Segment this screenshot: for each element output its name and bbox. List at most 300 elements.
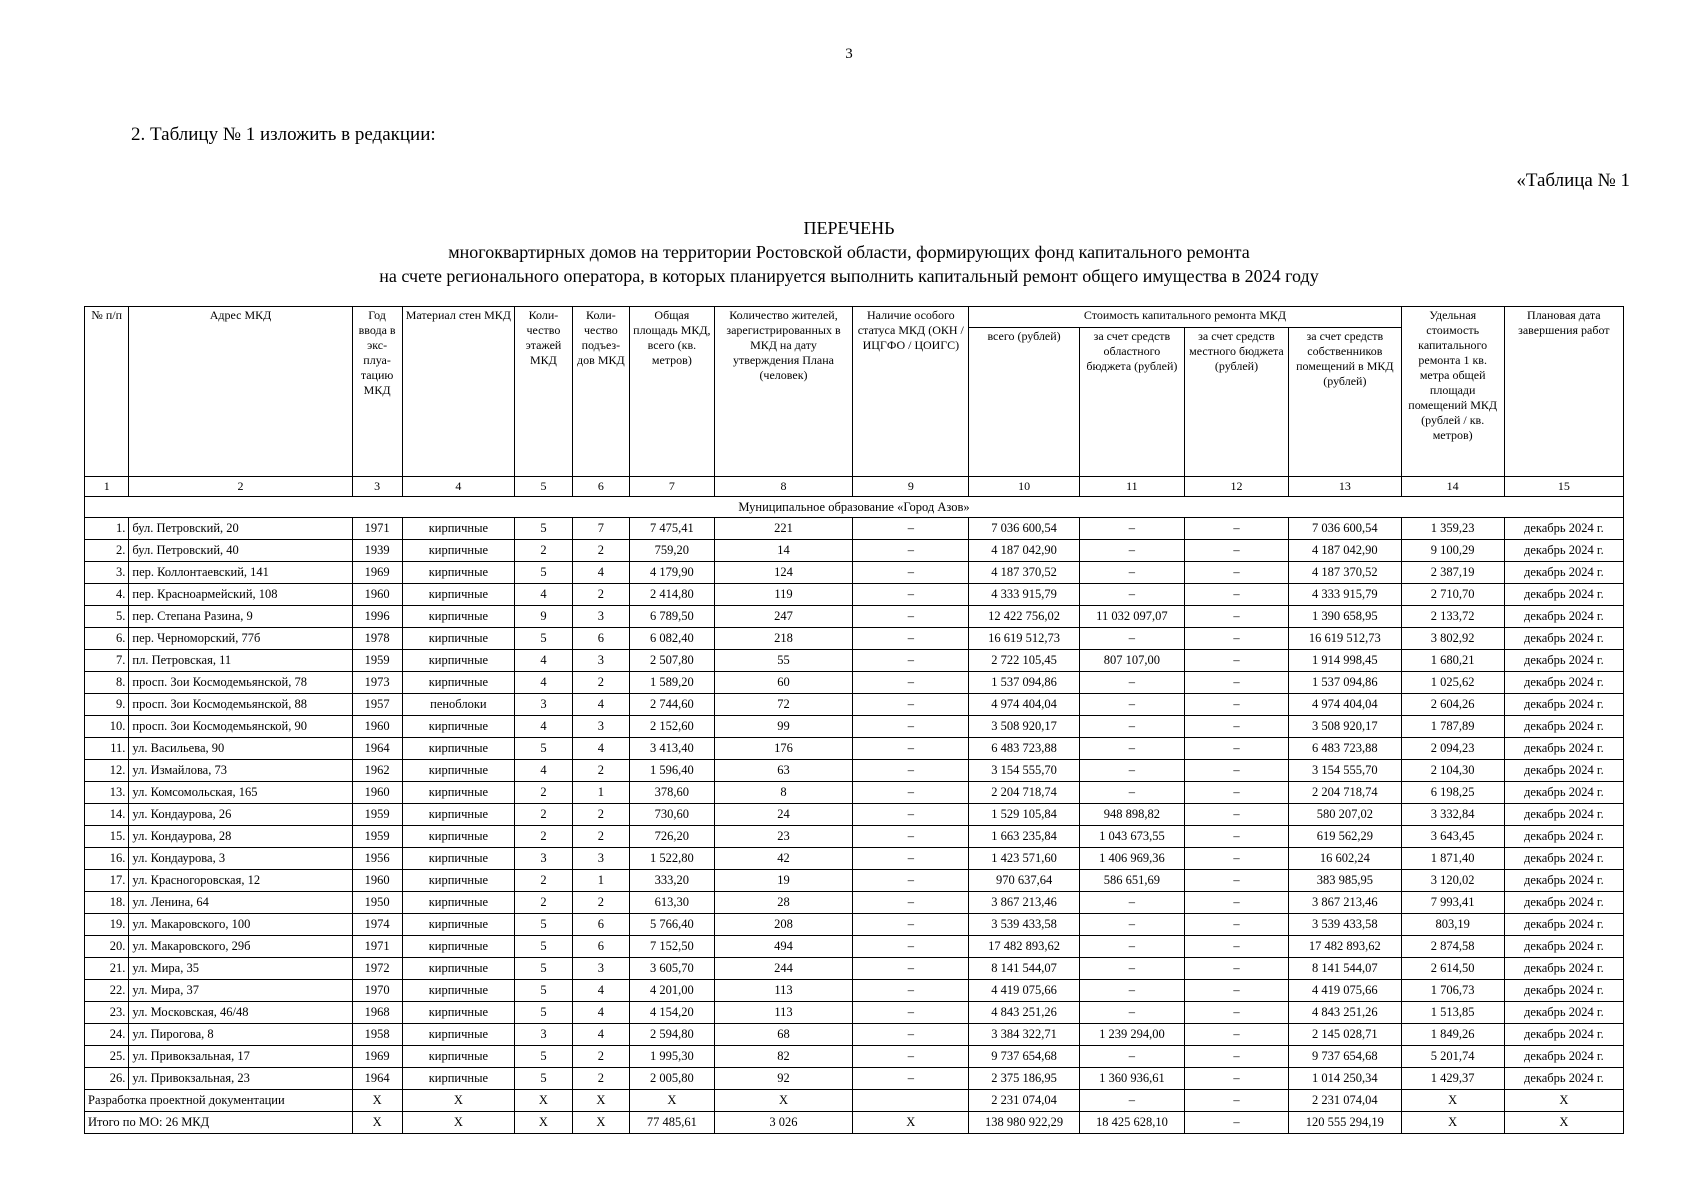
cell-row-number: 9. [85,694,129,716]
column-number: 11 [1079,477,1184,497]
cell-residents: 42 [714,848,853,870]
cell-special-status: – [853,848,969,870]
cell-completion-date: декабрь 2024 г. [1504,606,1623,628]
cell-residents: 113 [714,980,853,1002]
cell-special-status: – [853,606,969,628]
table-row [85,716,1624,738]
cell-completion-date: декабрь 2024 г. [1504,936,1623,958]
column-number: 1 [85,477,129,497]
cell-cost-owners: 3 154 555,70 [1288,760,1401,782]
cell-year: 1978 [352,628,402,650]
cell-address: пл. Петровская, 11 [129,650,352,672]
cell-unit-cost: 2 874,58 [1401,936,1504,958]
table-title [0,216,1698,288]
cell-address: ул. Кондаурова, 26 [129,804,352,826]
cell-address: ул. Привокзальная, 17 [129,1046,352,1068]
cell-cost-regional: – [1079,738,1184,760]
cell-completion-date: Х [1504,1112,1623,1134]
cell-unit-cost: 2 604,26 [1401,694,1504,716]
table-row [85,914,1624,936]
cell-cost-local: – [1184,540,1288,562]
cell-cost-total: 3 154 555,70 [969,760,1080,782]
cell-entrances: 2 [572,1046,629,1068]
cell-floors: 5 [515,738,572,760]
column-number: 8 [714,477,853,497]
cell-address: ул. Васильева, 90 [129,738,352,760]
cell-row-number: 12. [85,760,129,782]
cell-cost-owners: 6 483 723,88 [1288,738,1401,760]
cell-entrances: 4 [572,1002,629,1024]
cell-unit-cost: 3 802,92 [1401,628,1504,650]
cell-cost-owners: 619 562,29 [1288,826,1401,848]
cell-area: 1 522,80 [630,848,715,870]
cell-row-number: 7. [85,650,129,672]
cell-address: ул. Московская, 46/48 [129,1002,352,1024]
cell-completion-date: декабрь 2024 г. [1504,782,1623,804]
cell-completion-date: декабрь 2024 г. [1504,1024,1623,1046]
cell-year: 1968 [352,1002,402,1024]
cell-cost-regional: – [1079,694,1184,716]
cell-cost-total: 2 375 186,95 [969,1068,1080,1090]
cell-cost-total: 9 737 654,68 [969,1046,1080,1068]
municipality-row [85,497,1624,518]
cell-unit-cost: 3 120,02 [1401,870,1504,892]
cell-floors: 3 [515,1024,572,1046]
cell-area: 2 414,80 [630,584,715,606]
cell-area: 2 152,60 [630,716,715,738]
title-line-1: ПЕРЕЧЕНЬ [803,218,895,238]
title-line-3: на счете регионального оператора, в которых планируется выполнить капитальный ремонт общего имущества в 2024 году [379,266,1319,286]
cell-cost-total: 1 529 105,84 [969,804,1080,826]
page-number: 3 [845,46,853,62]
cell-area: 7 152,50 [630,936,715,958]
cell-completion-date: декабрь 2024 г. [1504,958,1623,980]
cell-row-number: 17. [85,870,129,892]
table-row [85,760,1624,782]
cell-entrances: 1 [572,870,629,892]
cell-floors: 5 [515,1068,572,1090]
cell-completion-date: декабрь 2024 г. [1504,870,1623,892]
cell-cost-regional: – [1079,562,1184,584]
cell-cost-owners: 4 974 404,04 [1288,694,1401,716]
cell-residents: 208 [714,914,853,936]
table-row [85,518,1624,540]
cell-floors: 4 [515,716,572,738]
cell-cost-local: – [1184,870,1288,892]
cell-unit-cost: 2 104,30 [1401,760,1504,782]
cell-cost-regional: – [1079,584,1184,606]
cell-cost-owners: 3 539 433,58 [1288,914,1401,936]
cell-special-status: – [853,650,969,672]
cell-address: бул. Петровский, 20 [129,518,352,540]
cell-year: 1969 [352,1046,402,1068]
cell-area: 5 766,40 [630,914,715,936]
cell-cost-total: 12 422 756,02 [969,606,1080,628]
cell-residents: 68 [714,1024,853,1046]
cell-cost-total: 3 867 213,46 [969,892,1080,914]
cell-cost-total: 4 843 251,26 [969,1002,1080,1024]
cell-residents: 494 [714,936,853,958]
cell-residents: 72 [714,694,853,716]
cell-entrances: 6 [572,628,629,650]
cell-address: ул. Ленина, 64 [129,892,352,914]
cell-row-number: 24. [85,1024,129,1046]
cell-residents: 99 [714,716,853,738]
cell-special-status [853,1090,969,1112]
cell-address: ул. Макаровского, 100 [129,914,352,936]
cell-special-status: – [853,826,969,848]
cell-special-status: – [853,958,969,980]
cell-row-number: 8. [85,672,129,694]
cell-cost-local: – [1184,1112,1288,1134]
cell-row-number: 26. [85,1068,129,1090]
column-number: 3 [352,477,402,497]
column-number: 2 [129,477,352,497]
cell-wall-material: Х [402,1090,515,1112]
cell-cost-regional: 11 032 097,07 [1079,606,1184,628]
cell-special-status: – [853,562,969,584]
cell-year: 1973 [352,672,402,694]
cell-entrances: 4 [572,562,629,584]
column-number: 9 [853,477,969,497]
municipality-title: Муниципальное образование «Город Азов» [85,497,1624,518]
cell-cost-regional: 18 425 628,10 [1079,1112,1184,1134]
cell-wall-material: кирпичные [402,584,515,606]
cell-floors: 5 [515,936,572,958]
cell-floors: 5 [515,914,572,936]
cell-wall-material: кирпичные [402,958,515,980]
cell-completion-date: декабрь 2024 г. [1504,804,1623,826]
table-row [85,892,1624,914]
cell-cost-total: 1 423 571,60 [969,848,1080,870]
cell-wall-material: кирпичные [402,562,515,584]
cell-cost-local: – [1184,1090,1288,1112]
table-row [85,738,1624,760]
cell-cost-local: – [1184,518,1288,540]
table-row [85,628,1624,650]
table-row [85,804,1624,826]
cell-area: Х [630,1090,715,1112]
cell-area: 4 179,90 [630,562,715,584]
cell-address: ул. Привокзальная, 23 [129,1068,352,1090]
cell-unit-cost: 1 849,26 [1401,1024,1504,1046]
cell-year: 1959 [352,650,402,672]
cell-floors: 2 [515,804,572,826]
cell-wall-material: кирпичные [402,1046,515,1068]
cell-wall-material: кирпичные [402,650,515,672]
header-unit-cost: Удельная стоимость капитального ремонта 1 кв. метра общей площади помещений МКД (рублей / кв. метров) [1401,307,1504,477]
cell-wall-material: кирпичные [402,870,515,892]
cell-cost-regional: – [1079,914,1184,936]
cell-entrances: 2 [572,540,629,562]
cell-cost-regional: – [1079,1002,1184,1024]
cell-completion-date: декабрь 2024 г. [1504,540,1623,562]
cell-year: 1950 [352,892,402,914]
cell-unit-cost: 7 993,41 [1401,892,1504,914]
cell-area: 1 596,40 [630,760,715,782]
cell-year: 1960 [352,782,402,804]
cell-completion-date: декабрь 2024 г. [1504,914,1623,936]
table-row [85,1068,1624,1090]
cell-special-status: – [853,760,969,782]
table-row [85,958,1624,980]
cell-cost-owners: 383 985,95 [1288,870,1401,892]
cell-cost-total: 17 482 893,62 [969,936,1080,958]
column-number: 5 [515,477,572,497]
column-number: 7 [630,477,715,497]
cell-entrances: 2 [572,672,629,694]
table-row [85,782,1624,804]
cell-residents: 113 [714,1002,853,1024]
table-row [85,980,1624,1002]
cell-cost-local: – [1184,628,1288,650]
total-row-label: Итого по МО: 26 МКД [85,1112,353,1134]
cell-entrances: 2 [572,826,629,848]
cell-year: 1959 [352,826,402,848]
cell-row-number: 2. [85,540,129,562]
cell-entrances: 7 [572,518,629,540]
header-floors: Коли- чество этажей МКД [515,307,572,477]
cell-special-status: – [853,1068,969,1090]
cell-residents: 55 [714,650,853,672]
cell-floors: 5 [515,1002,572,1024]
cell-area: 726,20 [630,826,715,848]
cell-floors: 4 [515,584,572,606]
header-cost-local: за счет средств местного бюджета (рублей) [1184,328,1288,477]
cell-cost-total: 6 483 723,88 [969,738,1080,760]
cell-completion-date: декабрь 2024 г. [1504,1046,1623,1068]
cell-year: Х [352,1112,402,1134]
cell-floors: 5 [515,628,572,650]
cell-wall-material: пеноблоки [402,694,515,716]
cell-entrances: 4 [572,694,629,716]
cell-floors: 3 [515,848,572,870]
cell-completion-date: декабрь 2024 г. [1504,562,1623,584]
cell-completion-date: декабрь 2024 г. [1504,518,1623,540]
cell-cost-regional: 948 898,82 [1079,804,1184,826]
cell-year: 1971 [352,518,402,540]
table-row [85,562,1624,584]
cell-residents: 124 [714,562,853,584]
cell-wall-material: кирпичные [402,848,515,870]
cell-cost-total: 2 204 718,74 [969,782,1080,804]
cell-area: 2 744,60 [630,694,715,716]
cell-cost-total: 8 141 544,07 [969,958,1080,980]
cell-address: просп. Зои Космодемьянской, 78 [129,672,352,694]
table-row [85,584,1624,606]
cell-cost-owners: 1 537 094,86 [1288,672,1401,694]
cell-completion-date: декабрь 2024 г. [1504,826,1623,848]
cell-floors: 2 [515,782,572,804]
cell-cost-owners: 4 187 042,90 [1288,540,1401,562]
cell-wall-material: кирпичные [402,628,515,650]
cell-year: 1939 [352,540,402,562]
cell-entrances: 6 [572,936,629,958]
cell-row-number: 13. [85,782,129,804]
cell-residents: 218 [714,628,853,650]
cell-cost-owners: 1 390 658,95 [1288,606,1401,628]
cell-cost-owners: 120 555 294,19 [1288,1112,1401,1134]
cell-special-status: – [853,628,969,650]
cell-entrances: 4 [572,1024,629,1046]
cell-row-number: 21. [85,958,129,980]
cell-address: ул. Измайлова, 73 [129,760,352,782]
cell-area: 7 475,41 [630,518,715,540]
header-cost-group: Стоимость капитального ремонта МКД [969,307,1401,328]
cell-wall-material: кирпичные [402,518,515,540]
cell-row-number: 22. [85,980,129,1002]
cell-unit-cost: Х [1401,1112,1504,1134]
cell-residents: 19 [714,870,853,892]
cell-year: 1996 [352,606,402,628]
cell-address: ул. Мира, 35 [129,958,352,980]
cell-special-status: – [853,672,969,694]
cell-row-number: 4. [85,584,129,606]
cell-residents: 244 [714,958,853,980]
cell-cost-local: – [1184,584,1288,606]
cell-residents: Х [714,1090,853,1112]
cell-entrances: 4 [572,738,629,760]
column-number: 14 [1401,477,1504,497]
cell-special-status: Х [853,1112,969,1134]
cell-entrances: 3 [572,716,629,738]
cell-wall-material: Х [402,1112,515,1134]
table-row [85,848,1624,870]
column-number: 13 [1288,477,1401,497]
table-row [85,936,1624,958]
cell-completion-date: декабрь 2024 г. [1504,1068,1623,1090]
cell-cost-regional: – [1079,672,1184,694]
cell-residents: 28 [714,892,853,914]
cell-special-status: – [853,980,969,1002]
cell-wall-material: кирпичные [402,892,515,914]
table-row [85,1046,1624,1068]
cell-cost-regional: 807 107,00 [1079,650,1184,672]
cell-area: 613,30 [630,892,715,914]
cell-year: 1962 [352,760,402,782]
cell-floors: 2 [515,540,572,562]
cell-unit-cost: 2 614,50 [1401,958,1504,980]
cell-row-number: 23. [85,1002,129,1024]
intro-text: 2. Таблицу № 1 изложить в редакции: [131,124,436,145]
cell-cost-owners: 4 843 251,26 [1288,1002,1401,1024]
cell-cost-regional: 1 360 936,61 [1079,1068,1184,1090]
cell-address: просп. Зои Космодемьянской, 88 [129,694,352,716]
cell-area: 4 154,20 [630,1002,715,1024]
cell-cost-local: – [1184,1046,1288,1068]
cell-cost-total: 7 036 600,54 [969,518,1080,540]
cell-unit-cost: 1 871,40 [1401,848,1504,870]
cell-wall-material: кирпичные [402,1068,515,1090]
cell-completion-date: декабрь 2024 г. [1504,650,1623,672]
cell-wall-material: кирпичные [402,980,515,1002]
cell-entrances: 3 [572,848,629,870]
cell-row-number: 18. [85,892,129,914]
header-cost-total: всего (рублей) [969,328,1080,477]
cell-cost-regional: – [1079,936,1184,958]
cell-address: пер. Красноармейский, 108 [129,584,352,606]
cell-special-status: – [853,584,969,606]
cell-area: 730,60 [630,804,715,826]
cell-area: 759,20 [630,540,715,562]
design-docs-row-label: Разработка проектной документации [85,1090,353,1112]
cell-cost-regional: – [1079,782,1184,804]
cell-residents: 176 [714,738,853,760]
cell-special-status: – [853,892,969,914]
cell-wall-material: кирпичные [402,672,515,694]
cell-row-number: 1. [85,518,129,540]
cell-cost-local: – [1184,1068,1288,1090]
cell-floors: 2 [515,870,572,892]
column-number: 10 [969,477,1080,497]
cell-special-status: – [853,804,969,826]
cell-entrances: 6 [572,914,629,936]
cell-unit-cost: 1 429,37 [1401,1068,1504,1090]
cell-wall-material: кирпичные [402,914,515,936]
cell-cost-total: 4 187 370,52 [969,562,1080,584]
cell-residents: 247 [714,606,853,628]
cell-row-number: 11. [85,738,129,760]
table-row [85,606,1624,628]
cell-address: ул. Мира, 37 [129,980,352,1002]
cell-address: пер. Степана Разина, 9 [129,606,352,628]
cell-residents: 23 [714,826,853,848]
cell-cost-owners: 4 187 370,52 [1288,562,1401,584]
cell-cost-regional: 586 651,69 [1079,870,1184,892]
cell-unit-cost: 2 387,19 [1401,562,1504,584]
cell-unit-cost: 803,19 [1401,914,1504,936]
cell-year: 1960 [352,870,402,892]
cell-area: 6 082,40 [630,628,715,650]
cell-row-number: 10. [85,716,129,738]
cell-year: 1974 [352,914,402,936]
cell-unit-cost: 2 094,23 [1401,738,1504,760]
cell-cost-owners: 2 204 718,74 [1288,782,1401,804]
cell-unit-cost: 2 133,72 [1401,606,1504,628]
cell-floors: 5 [515,1046,572,1068]
table-row [85,694,1624,716]
cell-address: ул. Кондаурова, 28 [129,826,352,848]
cell-row-number: 3. [85,562,129,584]
header-special-status: Наличие особого статуса МКД (ОКН / ИЦГФО / ЦОИГС) [853,307,969,477]
column-number: 4 [402,477,515,497]
cell-cost-owners: 1 014 250,34 [1288,1068,1401,1090]
cell-entrances: 2 [572,584,629,606]
table-row [85,672,1624,694]
cell-cost-regional: – [1079,518,1184,540]
header-completion-date: Плановая дата завершения работ [1504,307,1623,477]
cell-special-status: – [853,914,969,936]
cell-wall-material: кирпичные [402,540,515,562]
cell-year: 1959 [352,804,402,826]
cell-area: 6 789,50 [630,606,715,628]
cell-area: 333,20 [630,870,715,892]
cell-cost-owners: 16 619 512,73 [1288,628,1401,650]
cell-cost-total: 3 508 920,17 [969,716,1080,738]
cell-completion-date: декабрь 2024 г. [1504,628,1623,650]
cell-area: 2 594,80 [630,1024,715,1046]
cell-residents: 60 [714,672,853,694]
cell-cost-owners: 3 867 213,46 [1288,892,1401,914]
cell-year: 1972 [352,958,402,980]
cell-floors: 9 [515,606,572,628]
cell-cost-local: – [1184,1024,1288,1046]
cell-address: пер. Черноморский, 77б [129,628,352,650]
cell-floors: Х [515,1112,572,1134]
header-area: Общая площадь МКД, всего (кв. метров) [630,307,715,477]
cell-wall-material: кирпичные [402,826,515,848]
cell-cost-regional: – [1079,628,1184,650]
